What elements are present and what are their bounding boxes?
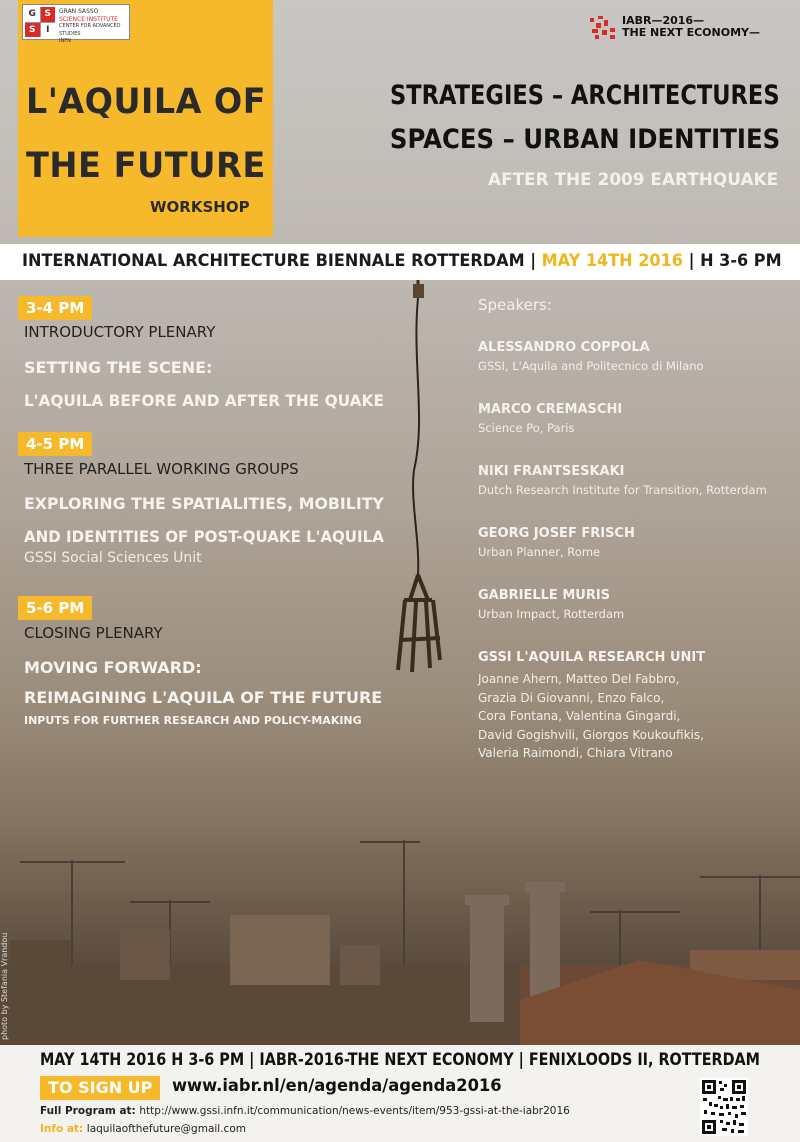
iabr-logo-text [622, 15, 760, 39]
session-3-title-3: INPUTS FOR FURTHER RESEARCH AND POLICY-MAKING [24, 714, 362, 727]
logo-line-2: SCIENCE INSTITUTE [59, 15, 118, 23]
crane-cable [413, 298, 419, 575]
title-line-1: L'AQUILA OF [26, 82, 266, 122]
speaker-4 [478, 526, 635, 559]
event-band-text [22, 251, 782, 271]
session-2-time: 4-5 PM [18, 432, 92, 456]
session-2-label: THREE PARALLEL WORKING GROUPS [24, 460, 299, 478]
logo-line-1: GRAN SASSO [59, 8, 99, 15]
speaker-5-name: GABRIELLE MURIS [478, 588, 611, 603]
session-3-title-2: REIMAGINING L'AQUILA OF THE FUTURE [24, 688, 383, 707]
band-date: MAY 14TH 2016 [541, 251, 684, 271]
crane-hook-block [413, 284, 424, 298]
logo-line-4: INFN [59, 38, 71, 44]
signup-link[interactable]: www.iabr.nl/en/agenda/agenda2016 [172, 1076, 502, 1096]
iabr-mark-icon [590, 16, 618, 40]
info-line [40, 1123, 246, 1135]
speaker-5 [478, 588, 624, 621]
iabr-line-2: THE NEXT ECONOMY— [622, 26, 760, 39]
speaker-1 [478, 340, 704, 373]
speaker-1-affiliation: GSSI, L'Aquila and Politecnico di Milano [478, 359, 704, 373]
full-program-line [40, 1105, 570, 1117]
session-3-time: 5-6 PM [18, 596, 92, 620]
logo-line-3: CENTER FOR ADVANCED STUDIES [59, 23, 121, 37]
full-program-label: Full Program at: [40, 1105, 140, 1117]
gssi-logo-text [59, 8, 129, 46]
session-1-title-1: SETTING THE SCENE: [24, 358, 213, 377]
speaker-3 [478, 464, 767, 497]
info-email-link[interactable]: laquilaofthefuture@gmail.com [86, 1123, 246, 1135]
speaker-4-name: GEORG JOSEF FRISCH [478, 526, 635, 541]
session-2-title-2: AND IDENTITIES OF POST-QUAKE L'AQUILA [24, 527, 384, 546]
unit-member-line: Valeria Raimondi, Chiara Vitrano [478, 746, 673, 761]
headline-line-2: SPACES – URBAN IDENTITIES [389, 124, 780, 155]
unit-member-line: Joanne Ahern, Matteo Del Fabbro, [478, 672, 680, 686]
gssi-logo-grid [25, 7, 55, 37]
research-unit-members [478, 670, 704, 763]
footer-event-line: MAY 14TH 2016 H 3-6 PM | IABR-2016-THE NEXT ECONOMY | FENIXLOODS II, ROTTERDAM [40, 1050, 760, 1069]
session-1-time: 3-4 PM [18, 296, 92, 320]
research-unit-name: GSSI L'AQUILA RESEARCH UNIT [478, 650, 706, 665]
hanging-timber-frame [398, 575, 440, 672]
title-line-2: THE FUTURE [26, 146, 266, 186]
full-program-link[interactable]: http://www.gssi.infn.it/communication/news-events/item/953-gssi-at-the-iabr2016 [139, 1105, 570, 1117]
session-2-unit: GSSI Social Sciences Unit [24, 550, 202, 566]
speaker-3-affiliation: Dutch Research Institute for Transition, Rotterdam [478, 483, 767, 497]
band-time: | H 3-6 PM [683, 251, 782, 271]
logo-letter-i: I [41, 23, 56, 38]
session-1-title-2: L'AQUILA BEFORE AND AFTER THE QUAKE [24, 391, 384, 410]
iabr-logo [590, 14, 790, 42]
research-unit [478, 650, 705, 665]
session-3-title-1: MOVING FORWARD: [24, 658, 202, 677]
speaker-2 [478, 402, 622, 435]
logo-letter-s: S [41, 7, 56, 22]
session-2-title-1: EXPLORING THE SPATIALITIES, MOBILITY [24, 494, 384, 513]
gssi-logo [22, 4, 130, 44]
workshop-label: WORKSHOP [150, 198, 250, 216]
signup-label: TO SIGN UP [40, 1076, 160, 1100]
unit-member-line: Cora Fontana, Valentina Gingardi, [478, 709, 681, 724]
speaker-2-name: MARCO CREMASCHI [478, 402, 623, 417]
headline-subtitle: AFTER THE 2009 EARTHQUAKE [487, 170, 778, 190]
speaker-5-affiliation: Urban Impact, Rotterdam [478, 607, 625, 621]
photo-credit: photo by Stefania Vrandou [0, 932, 9, 1040]
unit-member-line: Grazia Di Giovanni, Enzo Falco, [478, 690, 665, 705]
speakers-heading: Speakers: [478, 296, 552, 314]
session-3-label: CLOSING PLENARY [24, 624, 163, 642]
iabr-line-1: IABR—2016— [622, 14, 705, 27]
headline-line-1: STRATEGIES – ARCHITECTURES [390, 80, 780, 111]
info-label: Info at: [40, 1123, 87, 1135]
speaker-2-affiliation: Science Po, Paris [478, 421, 575, 435]
session-1-label: INTRODUCTORY PLENARY [24, 323, 216, 341]
unit-member-line: David Gogishvili, Giorgos Koukoufikis, [478, 727, 704, 742]
band-venue: INTERNATIONAL ARCHITECTURE BIENNALE ROTTERDAM | [22, 251, 542, 271]
qr-code-icon[interactable] [700, 1078, 748, 1136]
speaker-3-name: NIKI FRANTSESKAKI [478, 464, 625, 479]
speaker-1-name: ALESSANDRO COPPOLA [478, 340, 650, 355]
speaker-4-affiliation: Urban Planner, Rome [478, 545, 601, 559]
logo-letter-s2: S [25, 23, 40, 38]
logo-letter-g: G [25, 7, 40, 22]
